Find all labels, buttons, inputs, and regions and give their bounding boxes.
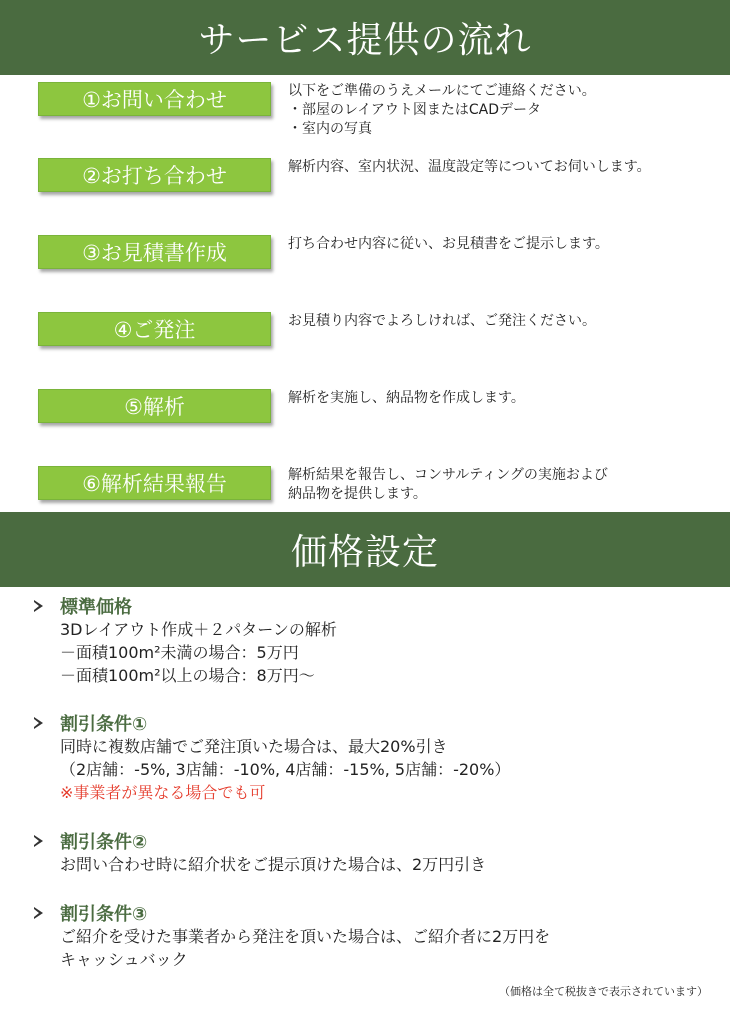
price-heading [34, 711, 724, 735]
price-heading-text: 標準価格 [60, 597, 132, 618]
step-desc-line: 納品物を提供します。 [288, 486, 427, 502]
flow-step-2 [0, 158, 730, 218]
step-desc-line: 解析内容、室内状況、温度設定等についてお伺いします。 [288, 159, 651, 175]
price-heading [34, 901, 724, 925]
step-description [288, 466, 728, 504]
price-note-red: ※事業者が異なる場合でも可 [60, 783, 266, 802]
arrow-bullet-icon [34, 835, 46, 847]
price-section-discount-1 [34, 711, 724, 804]
step-label-meeting[interactable]: ②お打ち合わせ [38, 158, 271, 192]
price-heading [34, 829, 724, 853]
flow-step-5 [0, 389, 730, 449]
price-line: －面積100m²以上の場合：8万円～ [60, 666, 315, 685]
price-section-standard [34, 594, 724, 687]
price-heading-text: 割引条件① [60, 714, 148, 735]
tax-footnote: （価格は全て税抜きで表示されています） [499, 985, 708, 998]
step-description [288, 82, 728, 139]
price-lines [34, 853, 724, 876]
flow-title-banner [0, 0, 730, 75]
price-line: ご紹介を受けた事業者から発注を頂いた場合は、ご紹介者に2万円を [60, 927, 551, 946]
step-description [288, 158, 728, 177]
price-line: キャッシュバック [60, 950, 188, 969]
price-line: （2店舗：-5%, 3店舗：-10%, 4店舗：-15%, 5店舗：-20%） [60, 760, 511, 779]
arrow-bullet-icon [34, 600, 46, 612]
step-label-quote[interactable]: ③お見積書作成 [38, 235, 271, 269]
step-label-report[interactable]: ⑥解析結果報告 [38, 466, 271, 500]
step-label-order[interactable]: ④ご発注 [38, 312, 271, 346]
step-desc-line: お見積り内容でよろしければ、ご発注ください。 [288, 313, 596, 329]
price-line: －面積100m²未満の場合：5万円 [60, 643, 299, 662]
price-lines [34, 925, 724, 971]
arrow-bullet-icon [34, 717, 46, 729]
price-section-discount-3 [34, 901, 724, 971]
step-label-analysis[interactable]: ⑤解析 [38, 389, 271, 423]
price-line: 同時に複数店舗でご発注頂いた場合は、最大20%引き [60, 737, 448, 756]
step-desc-line: 解析を実施し、納品物を作成します。 [288, 390, 525, 406]
price-heading-text: 割引条件② [60, 832, 148, 853]
price-heading [34, 594, 724, 618]
step-description [288, 312, 728, 331]
flow-step-3 [0, 235, 730, 295]
step-desc-line: ・部屋のレイアウト図またはCADデータ [288, 102, 542, 118]
price-heading-text: 割引条件③ [60, 904, 148, 925]
step-desc-line: 以下をご準備のうえメールにてご連絡ください。 [288, 83, 596, 99]
step-label-inquiry[interactable]: ①お問い合わせ [38, 82, 271, 116]
price-title-banner [0, 512, 730, 587]
flow-title: サービス提供の流れ [198, 20, 532, 61]
step-desc-line: 解析結果を報告し、コンサルティングの実施および [288, 467, 608, 483]
price-section-discount-2 [34, 829, 724, 876]
step-desc-line: ・室内の写真 [288, 121, 372, 137]
price-title: 価格設定 [290, 532, 439, 573]
step-description [288, 235, 728, 254]
price-lines [34, 735, 724, 804]
price-lines [34, 618, 724, 687]
step-desc-line: 打ち合わせ内容に従い、お見積書をご提示します。 [288, 236, 609, 252]
price-line: 3Dレイアウト作成＋２パターンの解析 [60, 620, 337, 639]
flow-step-4 [0, 312, 730, 372]
flow-step-1 [0, 82, 730, 142]
arrow-bullet-icon [34, 907, 46, 919]
step-description [288, 389, 728, 408]
price-line: お問い合わせ時に紹介状をご提示頂けた場合は、2万円引き [60, 855, 487, 874]
